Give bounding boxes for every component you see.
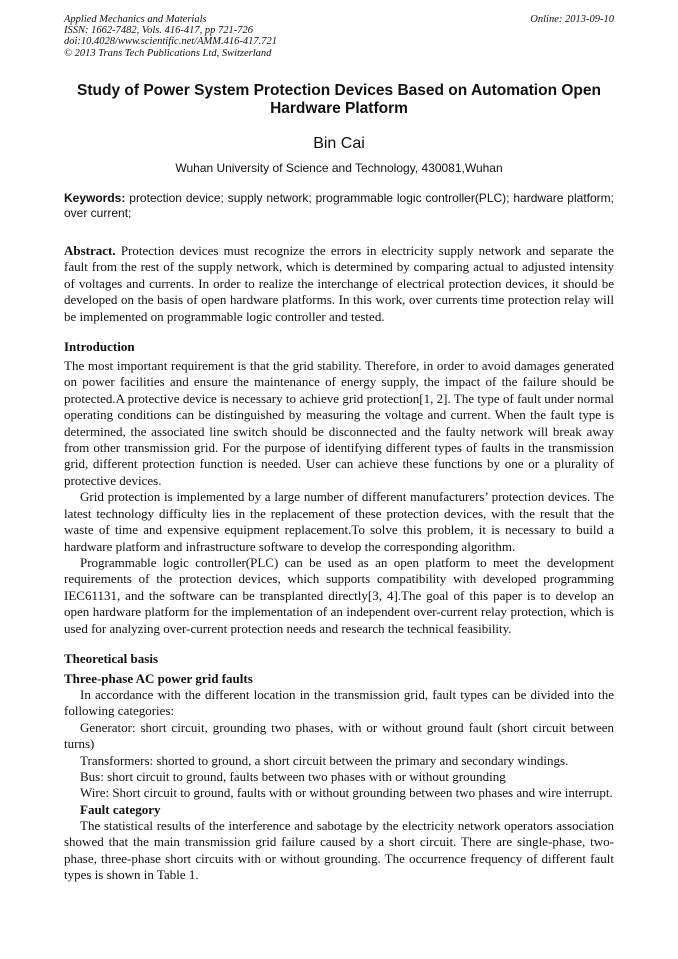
abstract-label: Abstract. <box>64 243 116 258</box>
affiliation: Wuhan University of Science and Technology, 430081,Wuhan <box>175 161 503 175</box>
intro-paragraph-3: Programmable logic controller(PLC) can be used as an open platform to meet the development requirements of the protection devices, which supports compatibility with developed programming IEC61131, and the software can be transplanted directly[3, 4].The goal of this paper is to develop an open hardware platform for the implementation of an independent over-current relay protection, which is used for analyzing over-current protection needs and research the technical feasibility. <box>64 554 614 636</box>
theory-paragraph-2: The statistical results of the interference and sabotage by the electricity network operators association showed that the main transmission grid failure caused by a short circuit. There are single-phase, two-phase, three-phase short circuits with or without grounding. The occurrence frequency of different fault types is shown in Table 1. <box>64 817 614 882</box>
theory-paragraph-1: In accordance with the different location in the transmission grid, fault types can be divided into the following categories: <box>64 686 614 719</box>
fault-item-bus: Bus: short circuit to ground, faults between two phases with or without grounding <box>80 768 506 784</box>
introduction-heading: Introduction <box>64 339 135 355</box>
keywords-label: Keywords: <box>64 191 126 205</box>
fault-item-generator: Generator: short circuit, grounding two phases, with or without ground fault (short circuit between turns) <box>64 719 614 752</box>
paper-title: Study of Power System Protection Devices Based on Automation Open Hardware Platform <box>77 82 601 117</box>
journal-name: Applied Mechanics and Materials <box>64 14 207 25</box>
copyright-line: © 2013 Trans Tech Publications Ltd, Switzerland <box>64 47 272 59</box>
intro-paragraph-2: Grid protection is implemented by a large number of different manufacturers’ protection devices. The latest technology difficulty lies in the replacement of these protection devices, with the result that the waste of time and expensive equipment replacement.To solve this problem, it is necessary to build a hardware platform and infrastructure software to develop the corresponding algorithm. <box>64 489 614 554</box>
ac-faults-subheading: Three-phase AC power grid faults <box>64 670 253 686</box>
online-date: Online: 2013-09-10 <box>530 14 614 25</box>
abstract-block <box>64 243 614 325</box>
abstract-text: Protection devices must recognize the errors in electricity supply network and separate the fault from the rest of the supply network, which is determined by comparing actual to adjusted intensity of voltages and currents. In order to realize the interchange of electrical protection devices, it should be developed on the basis of open hardware platforms. In this work, over currents time protection relay will be implemented on programmable logic controller and tested. <box>64 243 615 324</box>
doi-line: doi:10.4028/www.scientific.net/AMM.416-417.721 <box>64 36 277 48</box>
issn-line: ISSN: 1662-7482, Vols. 416-417, pp 721-726 <box>64 25 253 37</box>
fault-item-transformers: Transformers: shorted to ground, a short circuit between the primary and secondary windings. <box>80 752 569 768</box>
journal-header <box>64 14 277 59</box>
keywords-text: protection device; supply network; programmable logic controller(PLC); hardware platform; over current; <box>64 191 614 220</box>
fault-item-wire: Wire: Short circuit to ground, faults with or without grounding between two phases and wire interrupt. <box>80 785 613 801</box>
author-name: Bin Cai <box>313 135 365 152</box>
paper-body <box>64 82 614 883</box>
keywords-block <box>64 191 614 220</box>
theory-heading: Theoretical basis <box>64 650 159 666</box>
fault-category-subheading: Fault category <box>80 801 161 817</box>
intro-paragraph-1: The most important requirement is that the grid stability. Therefore, in order to avoid damages generated on power facilities and ensure the maintenance of energy supply, the impact of the failure should be protected.A protective device is necessary to achieve grid protection[1, 2]. The type of fault under normal operating conditions can be distinguished by measuring the voltage and current. When the fault type is determined, the associated line switch should be disconnected and the faulty network will break away from other transmission grid. For the purpose of identifying different types of faults in the transmission grid, different protection function is needed. User can achieve these functions by one or a plurality of protective devices. <box>64 358 614 488</box>
